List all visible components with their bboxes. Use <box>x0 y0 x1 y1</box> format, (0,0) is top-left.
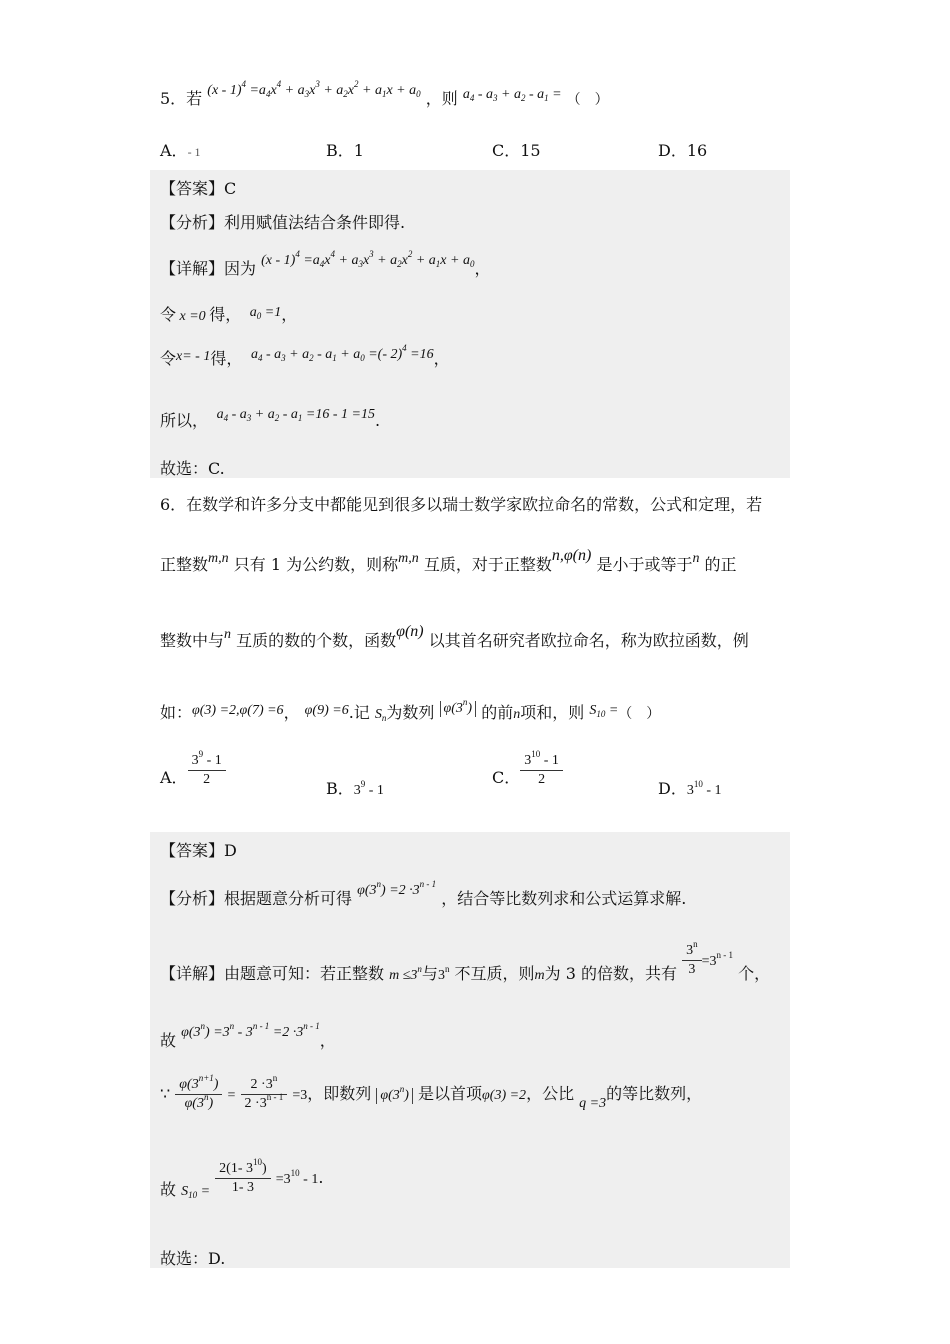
q6-answer: 【答案】D <box>160 841 237 860</box>
q5-detail: 【详解】因为 $(x - 1)^4 =a_4x^4 + a_3x^3 + a_2x^2 + a_1x + a_0$， <box>160 249 491 278</box>
q6-because: ∵ $\frac{\varphi(3^{n+1})}{\varphi(3^n)}$ = $\frac{2 \cdot 3^n}{2 \cdot 3^{n - 1}}$ =3，即数列 φ(3$^n$) 是以首项φ(3) =2，公比 q =3的等比数列， <box>160 1073 703 1111</box>
q5-let-x0: 令 x =0 得， $a_0 =1$， <box>160 305 298 324</box>
q6-option-a[interactable]: A． $\frac{3^9 - 1}{2}$ <box>160 752 226 789</box>
q6-line4: 如：φ(3) =2,φ(7) =6， φ(9) =6.记 $S_n$为数列 φ(3$^n$) 的前n项和，则 $S_{10}$ =（ ） <box>160 697 661 723</box>
q6-line2: 正整数m,n 只有 1 为公约数，则称m,n 互质，对于正整数n,φ(n) 是小于或等于n 的正 <box>160 547 737 574</box>
q5-equation: $(x - 1)^4 =a_4x^4 + a_3x^3 + a_2x^2 + a_1x + a_0$ <box>207 79 421 99</box>
q5-expression: $a_4 - a_3 + a_2 - a_1$ = <box>462 87 562 103</box>
q5-option-d[interactable]: D．16 <box>658 141 708 160</box>
q6-option-d[interactable]: D．$3^{10} - 1$ <box>658 779 722 798</box>
q6-analysis: 【分析】根据题意分析可得 $\varphi(3^n) =2 \cdot 3^{n - 1}$ ，结合等比数列求和公式运算求解. <box>160 879 687 908</box>
q5-option-a[interactable]: A．- 1 <box>160 141 201 160</box>
q6-line3: 整数中与n 互质的数的个数，函数φ(n) 以其首名研究者欧拉命名，称为欧拉函数，例 <box>160 623 749 650</box>
q6-detail: 【详解】由题意可知：若正整数 $m \le 3^n$与3$^n$ 不互质，则m为 3 的倍数，共有 $\frac{3^n}{3}$ $=3^{n - 1}$ 个， <box>160 939 771 983</box>
q5-option-b[interactable]: B．1 <box>326 141 364 160</box>
q6-gu1: 故 $\varphi(3^n) =3^n - 3^{n - 1} =2 \cdot 3^{n - 1}$， <box>160 1021 336 1050</box>
q5-so: 所以， $a_4 - a_3 + a_2 - a_1 =16 - 1 =15$. <box>160 407 381 430</box>
q5-let-x-1: 令x= - 1得， $a_4 - a_3 + a_2 - a_1 + a_0$ =(- 2)$^4$ =16， <box>160 343 450 368</box>
q6-choice: 故选：D. <box>160 1249 226 1268</box>
q5-stem: 5．若 $(x - 1)^4 =a_4x^4 + a_3x^3 + a_2x^2 + a_1x + a_0$ ，则 $a_4 - a_3 + a_2 - a_1$ = （ ） <box>160 79 609 108</box>
q5-choice: 故选：C. <box>160 459 225 478</box>
q6-gu2: 故 $S_{10}$ = $\frac{2(1- 3^{10})}{1- 3}$ $=3^{10} - 1$. <box>160 1157 324 1200</box>
q5-analysis: 【分析】利用赋值法结合条件即得. <box>160 213 406 232</box>
q6-line1: 6．在数学和许多分支中都能见到很多以瑞士数学家欧拉命名的常数，公式和定理，若 <box>160 495 763 514</box>
q5-option-c[interactable]: C．15 <box>492 141 541 160</box>
q6-option-b[interactable]: B．$3^9 - 1$ <box>326 779 384 798</box>
q5-answer: 【答案】C <box>160 179 237 198</box>
q6-option-c[interactable]: C． $\frac{3^{10} - 1}{2}$ <box>492 752 563 789</box>
